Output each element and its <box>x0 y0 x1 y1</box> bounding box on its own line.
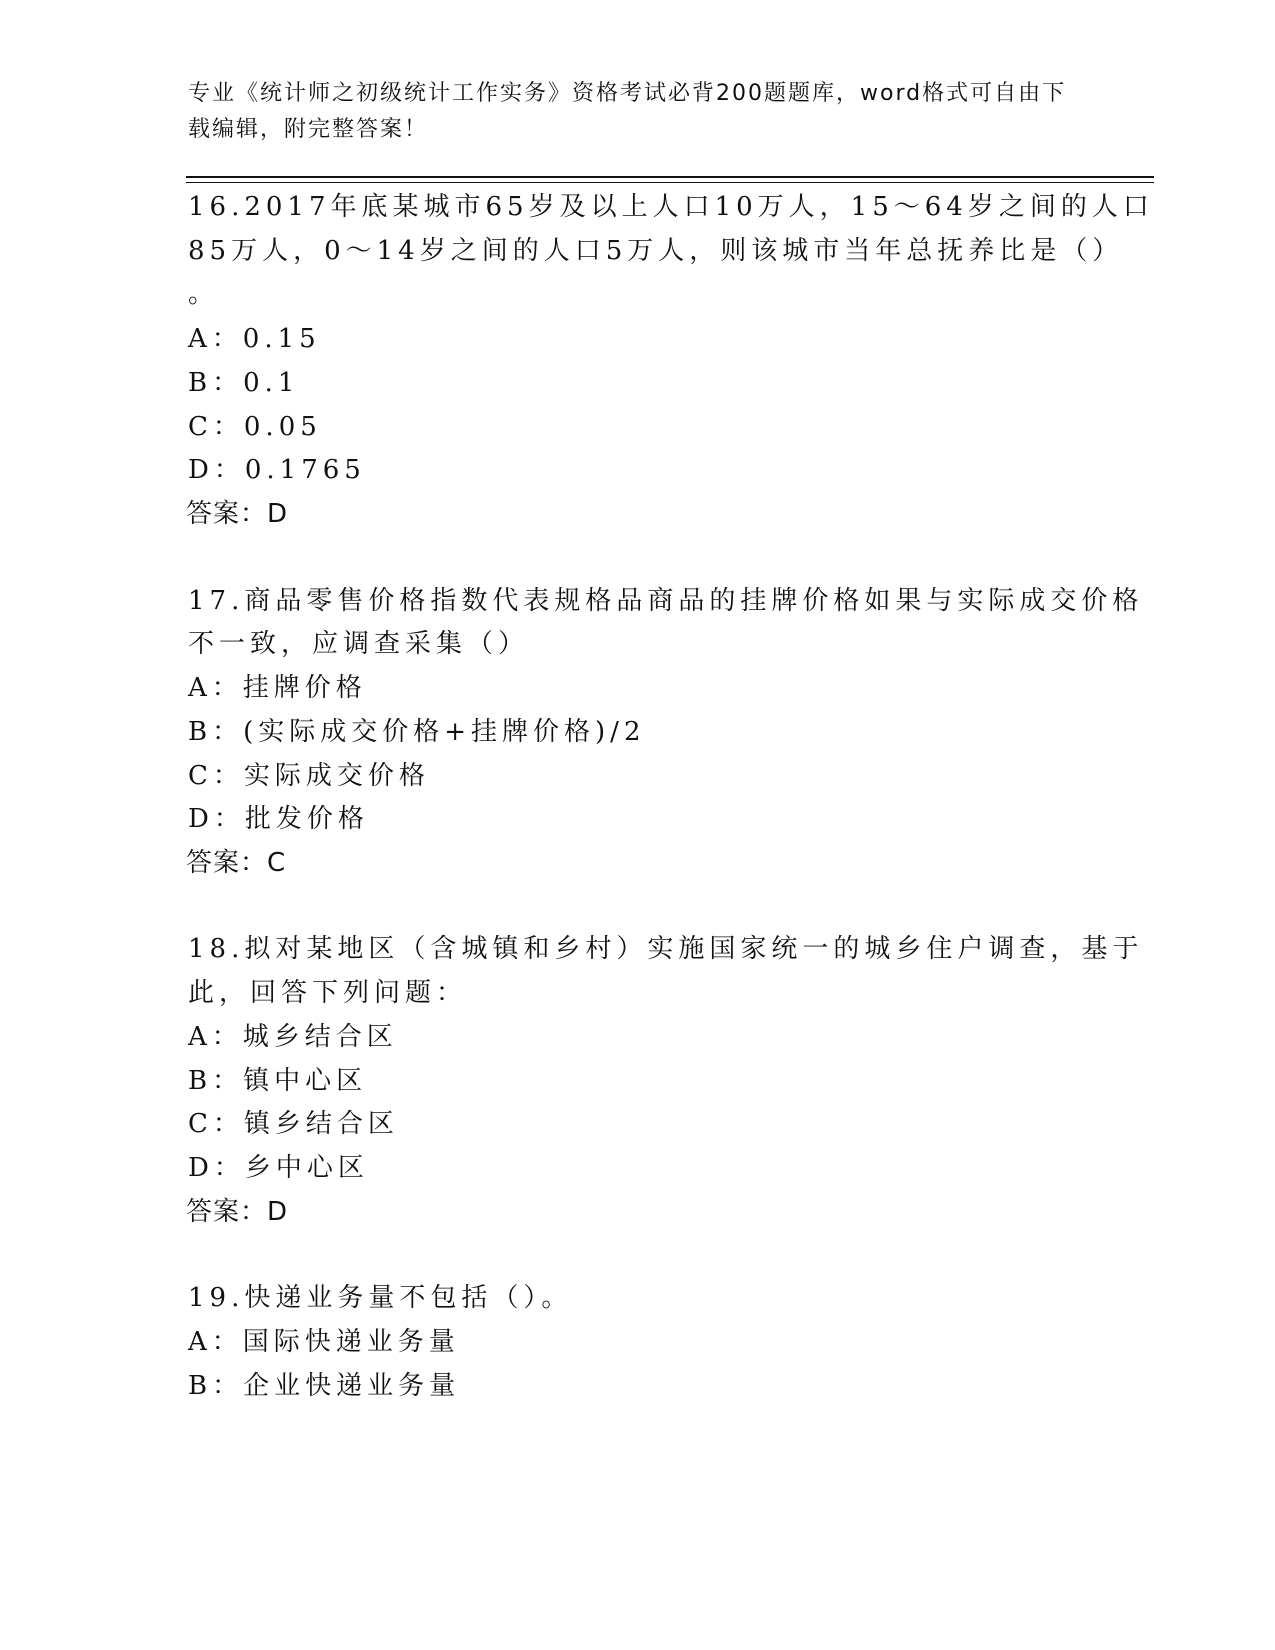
option-d: D：批发价格 <box>188 804 369 834</box>
option-a: A：0.15 <box>188 324 321 354</box>
option-b: B：镇中心区 <box>188 1066 368 1096</box>
option-a: A：国际快递业务量 <box>188 1327 460 1357</box>
header-rule-thin <box>186 182 1154 183</box>
question-stem-line: 。 <box>188 279 220 309</box>
question-stem-line: 16.2017年底某城市65岁及以上人口10万人，15～64岁之间的人口 <box>188 192 1154 222</box>
question-stem-line: 85万人，0～14岁之间的人口5万人，则该城市当年总抚养比是（） <box>188 236 1124 266</box>
answer-line: 答案：C <box>186 848 287 878</box>
document-header: 专业《统计师之初级统计工作实务》资格考试必背200题题库，word格式可自由下载编辑，附完整答案！ <box>188 81 1067 142</box>
option-d: D：0.1765 <box>188 455 366 485</box>
option-d: D：乡中心区 <box>188 1153 369 1183</box>
option-b: B：(实际成交价格+挂牌价格)/2 <box>188 717 646 747</box>
option-c: C：0.05 <box>188 412 322 442</box>
option-a: A：挂牌价格 <box>188 673 367 703</box>
option-c: C：实际成交价格 <box>188 761 430 791</box>
header-rule <box>186 176 1154 178</box>
question-stem-line: 不一致，应调查采集（） <box>188 629 530 659</box>
answer-line: 答案：D <box>186 1197 289 1227</box>
option-c: C：镇乡结合区 <box>188 1109 399 1139</box>
question-stem-line: 此，回答下列问题： <box>188 978 468 1008</box>
question-stem-line: 19.快递业务量不包括（）。 <box>188 1283 573 1313</box>
option-a: A：城乡结合区 <box>188 1022 398 1052</box>
option-b: B：企业快递业务量 <box>188 1371 461 1401</box>
answer-line: 答案：D <box>186 499 289 529</box>
option-b: B：0.1 <box>188 368 300 398</box>
question-stem-line: 17.商品零售价格指数代表规格品商品的挂牌价格如果与实际成交价格 <box>188 586 1144 616</box>
question-stem-line: 18.拟对某地区（含城镇和乡村）实施国家统一的城乡住户调查，基于 <box>188 934 1144 964</box>
